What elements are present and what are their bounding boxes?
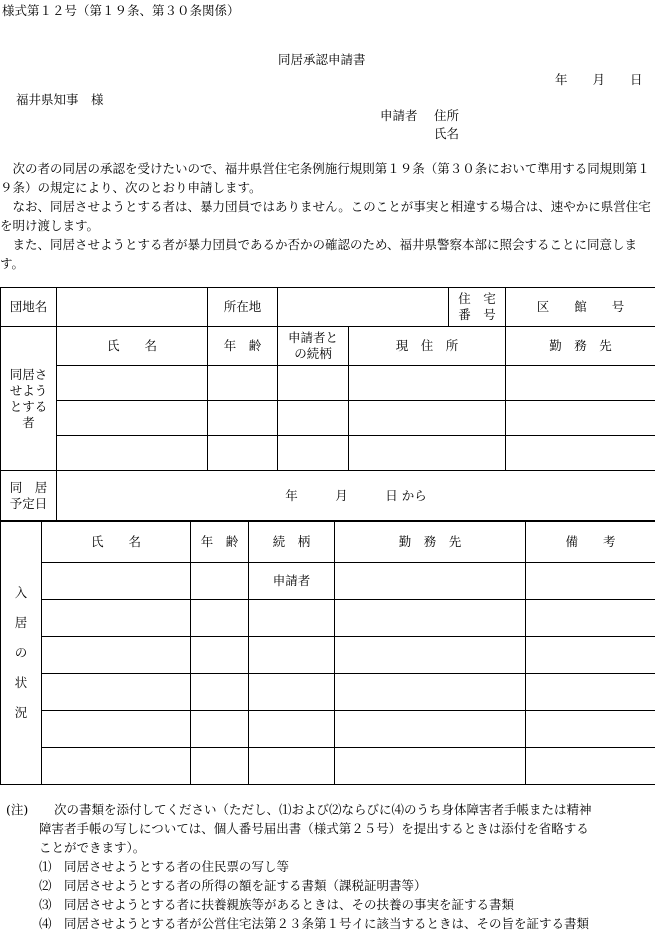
header-workplace: 勤 務 先 [335, 521, 526, 563]
relation-cell[interactable] [278, 366, 349, 401]
cohabitant-table [0, 287, 655, 522]
header-workplace: 勤 務 先 [506, 327, 655, 366]
relation-cell: 申請者 [249, 563, 335, 600]
table-row [1, 748, 655, 785]
workplace-cell[interactable] [335, 748, 526, 785]
relation-cell[interactable] [249, 711, 335, 748]
remarks-cell[interactable] [526, 748, 655, 785]
cohabitant-label: 同居さ せよう とする 者 [1, 327, 57, 471]
header-name: 氏 名 [57, 327, 208, 366]
relation-cell[interactable] [278, 401, 349, 436]
name-cell[interactable] [42, 674, 191, 711]
residence-status-table [0, 520, 655, 785]
workplace-cell[interactable] [335, 600, 526, 637]
workplace-cell[interactable] [506, 401, 655, 436]
header-age: 年 齢 [191, 521, 249, 563]
table-row [1, 436, 655, 471]
body-paragraph: なお、同居させようとする者は、暴力団員ではありません。このことが事実と相違する場合は、速やかに県営住宅を明け渡します。 [0, 197, 654, 235]
form-number: 様式第１２号（第１９条、第３０条関係） [2, 3, 240, 19]
notes-line: 障害者手帳の写しについては、個人番号届出書（様式第２５号）を提出するときは添付を省略する [39, 819, 589, 838]
schedule-value[interactable]: 年 月 日 から [57, 471, 655, 522]
document-title: 同居承認申請書 [278, 52, 366, 68]
side-char: 況 [1, 698, 41, 728]
location-field[interactable] [278, 288, 449, 327]
notes-item: ⑵ 同居させようとする者の所得の額を証する書類（課税証明書等） [39, 876, 427, 895]
age-cell[interactable] [191, 674, 249, 711]
age-cell[interactable] [191, 563, 249, 600]
age-cell[interactable] [208, 366, 278, 401]
house-number-label: 住 宅 番 号 [449, 288, 506, 327]
body-paragraph: また、同居させようとする者が暴力団員であるか否かの確認のため、福井県警察本部に照会することに同意します。 [0, 235, 654, 273]
age-cell[interactable] [191, 600, 249, 637]
side-char: 入 [1, 578, 41, 608]
workplace-cell[interactable] [335, 637, 526, 674]
name-cell[interactable] [42, 600, 191, 637]
header-relation: 続 柄 [249, 521, 335, 563]
ku-kan-go-field[interactable]: 区 館 号 [506, 288, 655, 327]
remarks-cell[interactable] [526, 600, 655, 637]
workplace-cell[interactable] [335, 711, 526, 748]
relation-cell[interactable] [278, 436, 349, 471]
notes-line: ことができます）。 [39, 838, 145, 857]
danchi-label: 団地名 [1, 288, 57, 327]
addressee: 福井県知事 様 [16, 92, 104, 108]
header-address: 現 住 所 [349, 327, 506, 366]
name-cell[interactable] [57, 366, 208, 401]
schedule-label: 同 居 予定日 [1, 471, 57, 522]
name-cell[interactable] [57, 401, 208, 436]
side-char: の [1, 638, 41, 668]
age-cell[interactable] [208, 436, 278, 471]
remarks-cell[interactable] [526, 637, 655, 674]
age-cell[interactable] [191, 637, 249, 674]
workplace-cell[interactable] [335, 563, 526, 600]
date-line: 年 月 日 [555, 72, 643, 88]
remarks-cell[interactable] [526, 674, 655, 711]
address-cell[interactable] [349, 436, 506, 471]
residence-status-label [1, 521, 42, 785]
side-char: 状 [1, 668, 41, 698]
name-cell[interactable] [42, 711, 191, 748]
header-age: 年 齢 [208, 327, 278, 366]
table-row [1, 563, 655, 600]
relation-cell[interactable] [249, 637, 335, 674]
workplace-cell[interactable] [506, 366, 655, 401]
address-cell[interactable] [349, 401, 506, 436]
relation-cell[interactable] [249, 674, 335, 711]
side-char: 居 [1, 608, 41, 638]
notes-item: ⑷ 同居させようとする者が公営住宅法第２３条第１号イに該当するときは、その旨を証する書類 [39, 914, 589, 933]
remarks-cell[interactable] [526, 563, 655, 600]
table-row [1, 600, 655, 637]
applicant-label: 申請者 [380, 108, 418, 124]
age-cell[interactable] [191, 748, 249, 785]
workplace-cell[interactable] [506, 436, 655, 471]
danchi-field[interactable] [57, 288, 208, 327]
remarks-cell[interactable] [526, 711, 655, 748]
notes-item: ⑶ 同居させようとする者に扶養親族等があるときは、その扶養の事実を証する書類 [39, 895, 514, 914]
name-cell[interactable] [42, 563, 191, 600]
relation-cell[interactable] [249, 600, 335, 637]
table-row [1, 401, 655, 436]
table-row [1, 637, 655, 674]
table-row [1, 674, 655, 711]
applicant-address-label: 住所 [434, 108, 459, 124]
name-cell[interactable] [42, 748, 191, 785]
name-cell[interactable] [57, 436, 208, 471]
notes-item: ⑴ 同居させようとする者の住民票の写し等 [39, 857, 289, 876]
age-cell[interactable] [191, 711, 249, 748]
table-row [1, 711, 655, 748]
relation-cell[interactable] [249, 748, 335, 785]
header-name: 氏 名 [42, 521, 191, 563]
age-cell[interactable] [208, 401, 278, 436]
workplace-cell[interactable] [335, 674, 526, 711]
header-relation: 申請者と の続柄 [278, 327, 349, 366]
header-remarks: 備 考 [526, 521, 655, 563]
notes-label: (注) [6, 800, 28, 819]
applicant-name-label: 氏名 [434, 126, 459, 142]
table-row [1, 366, 655, 401]
address-cell[interactable] [349, 366, 506, 401]
location-label: 所在地 [208, 288, 278, 327]
name-cell[interactable] [42, 637, 191, 674]
notes-line: 次の書類を添付してください（ただし、⑴および⑵ならびに⑷のうち身体障害者手帳または精神 [54, 800, 592, 819]
body-paragraph: 次の者の同居の承認を受けたいので、福井県営住宅条例施行規則第１９条（第３０条において準用する同規則第１９条）の規定により、次のとおり申請します。 [0, 159, 654, 197]
